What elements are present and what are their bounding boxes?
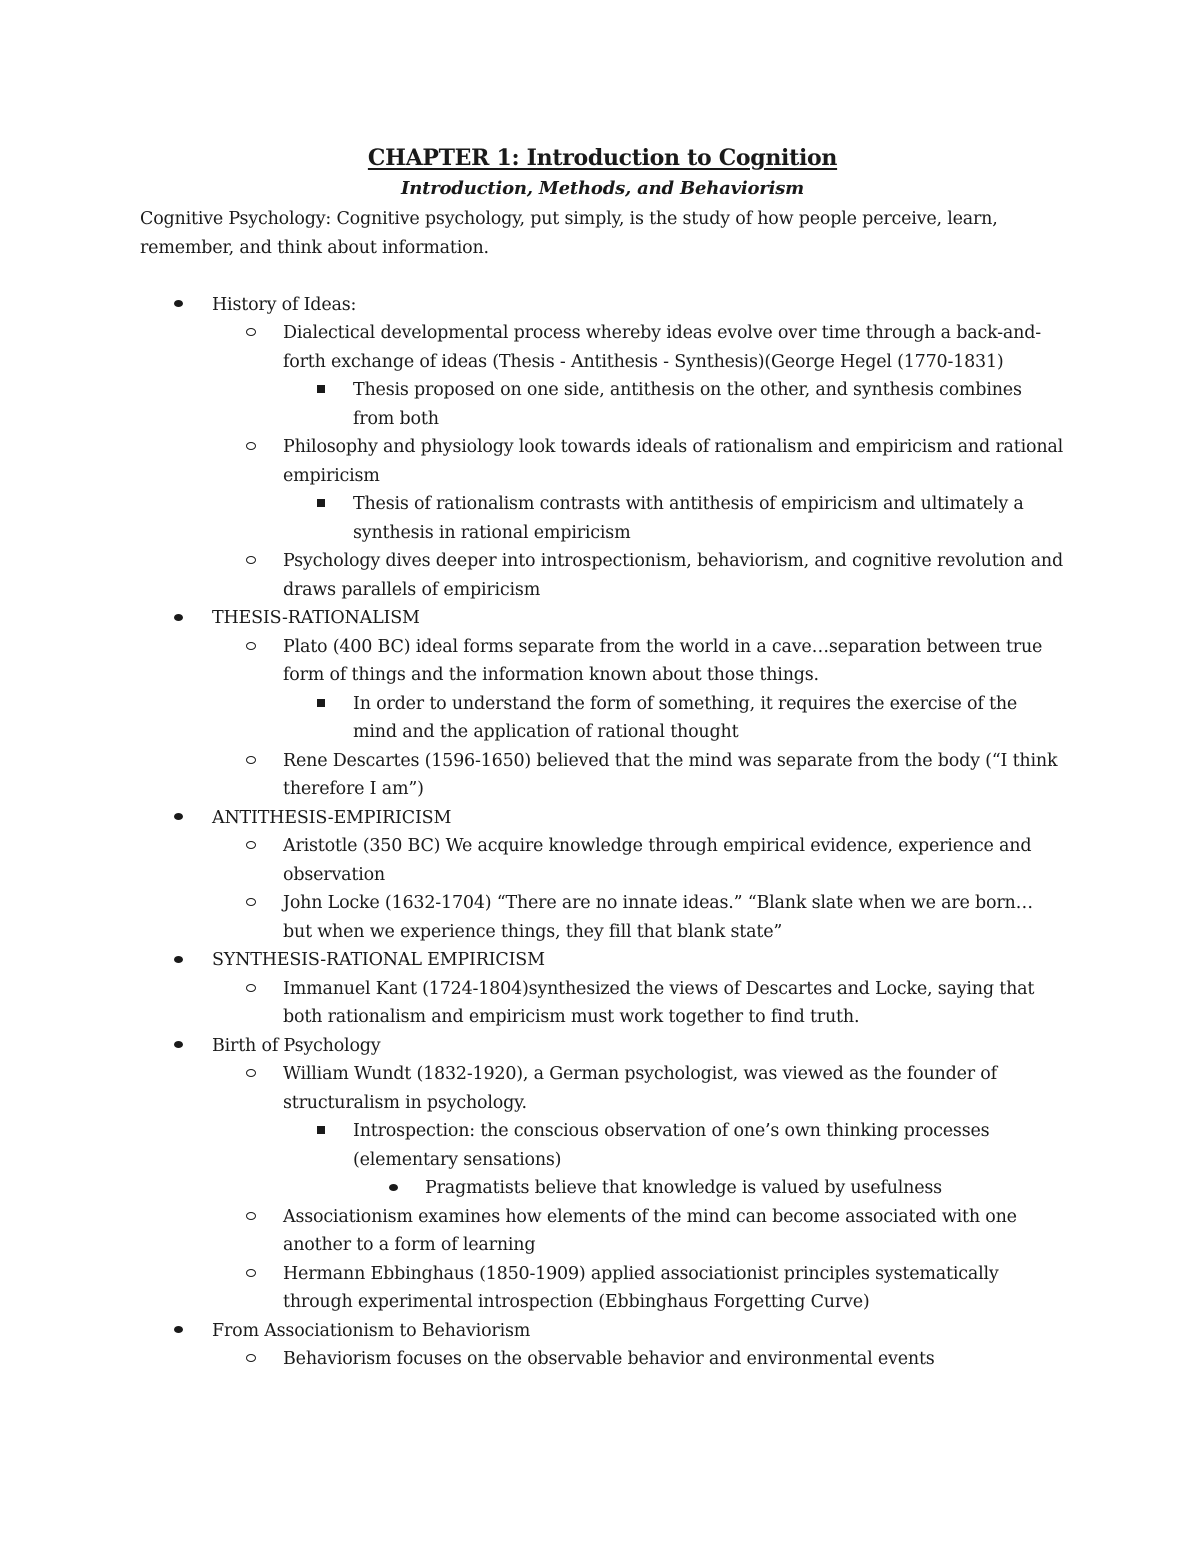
list-item [212,1260,1065,1317]
square-bullet-icon [317,490,325,519]
outline-list [140,291,1065,1374]
list-item [212,747,1065,804]
filled-bullet-icon [174,1317,183,1346]
sub-list [140,319,1065,604]
page-subtitle: Introduction, Methods, and Behaviorism [401,178,804,199]
sub-list [212,690,1065,747]
hollow-bullet-icon [246,633,256,662]
sub-list [283,1174,1065,1203]
list-item [283,1117,1065,1203]
filled-bullet-icon [174,946,183,975]
hollow-bullet-icon [246,1260,256,1289]
list-item [283,376,1065,433]
list-item-text: History of Ideas: [212,294,357,315]
square-bullet-icon [317,1117,325,1146]
hollow-bullet-icon [246,1345,256,1374]
list-item [212,975,1065,1032]
list-item [140,604,1065,804]
hollow-bullet-icon [246,433,256,462]
list-item-text: Birth of Psychology [212,1035,381,1056]
list-item [212,832,1065,889]
hollow-bullet-icon [246,889,256,918]
list-item [212,433,1065,547]
sub-list [212,490,1065,547]
list-item-text: THESIS-RATIONALISM [212,608,420,628]
filled-bullet-icon [174,604,183,633]
list-item-text: ANTITHESIS-EMPIRICISM [212,807,452,828]
list-item-text: From Associationism to Behaviorism [212,1320,531,1341]
list-item-text: Thesis of rationalism contrasts with antithesis of empiricism and ultimately a synthesis in rational empiricism [353,494,1024,543]
list-item [212,1345,1065,1374]
list-item [212,889,1065,946]
list-item [140,804,1065,947]
list-item [353,1174,1065,1203]
list-item-text: Psychology dives deeper into introspectionism, behaviorism, and cognitive revolution and draws parallels of empiricism [283,551,1064,600]
sub-list [212,376,1065,433]
hollow-bullet-icon [246,832,256,861]
list-item [283,690,1065,747]
hollow-bullet-icon [246,975,256,1004]
filled-bullet-icon [174,804,183,833]
list-item-text: William Wundt (1832-1920), a German psychologist, was viewed as the founder of structuralism in psychology. [283,1064,997,1113]
hollow-bullet-icon [246,547,256,576]
list-item [212,1060,1065,1203]
list-item-text: Behaviorism focuses on the observable behavior and environmental events [283,1349,935,1369]
hollow-bullet-icon [246,319,256,348]
blank-line [140,262,1065,291]
filled-bullet-icon [174,1032,183,1061]
list-item-text: Dialectical developmental process whereby ideas evolve over time through a back-and-forth exchange of ideas (Thesis - Antithesis - Synthesis)(George Hegel (1770-1831) [283,323,1041,372]
hollow-bullet-icon [246,1060,256,1089]
document-content [140,143,1065,1374]
list-item-text: John Locke (1632-1704) “There are no innate ideas.” “Blank slate when we are born… but when we experience things, they fill that blank state” [283,893,1033,942]
list-item-text: Aristotle (350 BC) We acquire knowledge through empirical evidence, experience and observation [283,836,1032,885]
intro-paragraph: Cognitive Psychology: Cognitive psychology, put simply, is the study of how people perceive, learn, remember, and think about information. [140,209,998,258]
list-item-text: Associationism examines how elements of the mind can become associated with one another to a form of learning [283,1206,1017,1255]
page-title: CHAPTER 1: Introduction to Cognition [367,145,838,171]
list-item-text: SYNTHESIS-RATIONAL EMPIRICISM [212,950,545,970]
sub-list [140,975,1065,1032]
list-item [140,946,1065,1032]
sub-list [140,1060,1065,1317]
list-item-text: Plato (400 BC) ideal forms separate from the world in a cave…separation between true form of things and the information known about those things. [283,636,1043,685]
list-item-text: Thesis proposed on one side, antithesis on the other, and synthesis combines from both [353,380,1022,429]
hollow-bullet-icon [246,747,256,776]
list-item-text: Introspection: the conscious observation of one’s own thinking processes (elementary sensations) [353,1121,990,1170]
list-item-text: Pragmatists believe that knowledge is valued by usefulness [425,1178,942,1198]
filled-bullet-icon [389,1174,398,1203]
square-bullet-icon [317,376,325,405]
list-item-text: Rene Descartes (1596-1650) believed that the mind was separate from the body (“I think therefore I am”) [283,750,1058,799]
list-item-text: Hermann Ebbinghaus (1850-1909) applied associationist principles systematically through experimental introspection (Ebbinghaus Forgetting Curve) [283,1263,999,1312]
sub-list [140,832,1065,946]
list-item [212,1203,1065,1260]
list-item [212,633,1065,747]
list-item [212,319,1065,433]
list-item-text: Philosophy and physiology look towards ideals of rationalism and empiricism and rational empiricism [283,437,1064,486]
square-bullet-icon [317,690,325,719]
list-item-text: Immanuel Kant (1724-1804)synthesized the views of Descartes and Locke, saying that both rationalism and empiricism must work together to find truth. [283,978,1035,1027]
list-item [283,490,1065,547]
filled-bullet-icon [174,291,183,320]
list-item [140,1032,1065,1317]
list-item [140,291,1065,605]
sub-list [212,1117,1065,1203]
list-item [140,1317,1065,1374]
sub-list [140,633,1065,804]
list-item [212,547,1065,604]
sub-list [140,1345,1065,1374]
hollow-bullet-icon [246,1203,256,1232]
list-item-text: In order to understand the form of something, it requires the exercise of the mind and the application of rational thought [353,693,1018,742]
